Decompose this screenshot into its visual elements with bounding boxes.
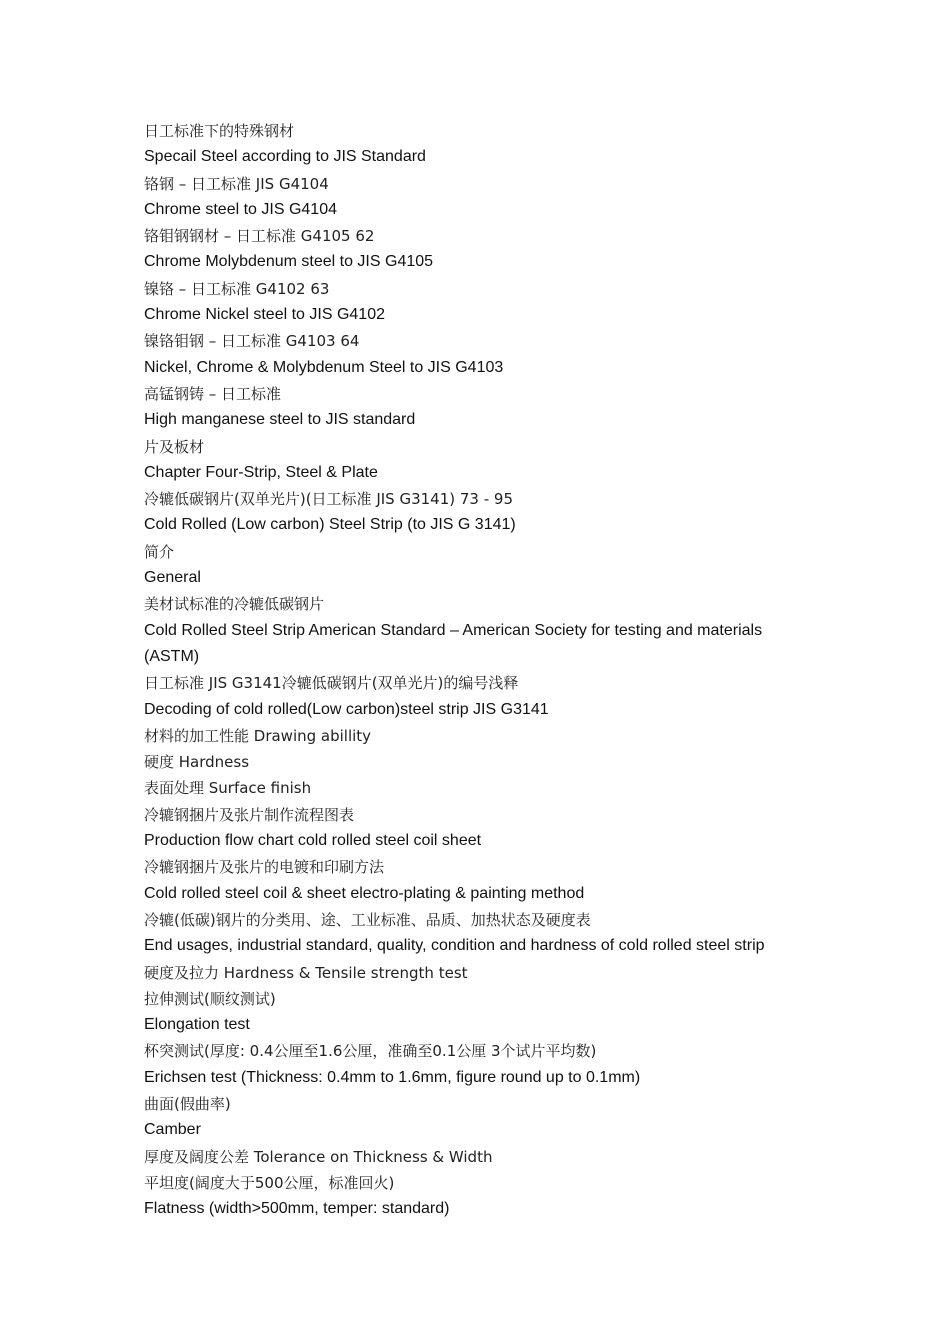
item-cold-rolled-strip-zh: 冷辘低碳钢片(双单光片)(日工标准 JIS G3141) 73 - 95	[144, 490, 514, 509]
item-plating-painting-en: Cold rolled steel coil & sheet electro-plating & painting method	[144, 884, 585, 902]
item-high-manganese-en: High manganese steel to JIS standard	[144, 411, 416, 429]
chapter-strip-plate-en: Chapter Four-Strip, Steel & Plate	[144, 463, 378, 481]
item-chrome-molybdenum-en: Chrome Molybdenum steel to JIS G4105	[144, 253, 434, 271]
item-elongation-zh: 拉伸测试(顺纹测试)	[144, 989, 276, 1008]
chapter-strip-plate-zh: 片及板材	[144, 437, 205, 456]
item-nickel-chrome-molybdenum-en: Nickel, Chrome & Molybdenum Steel to JIS G4103	[144, 358, 504, 376]
item-plating-painting-zh: 冷辘钢捆片及张片的电镀和印刷方法	[144, 858, 385, 877]
item-elongation-en: Elongation test	[144, 1016, 250, 1034]
item-decoding-en: Decoding of cold rolled(Low carbon)steel strip JIS G3141	[144, 700, 549, 718]
item-chrome-steel-zh: 铬钢 – 日工标准 JIS G4104	[144, 174, 329, 193]
heading-special-steel-zh: 日工标准下的特殊钢材	[144, 122, 295, 140]
item-production-flow-en: Production flow chart cold rolled steel coil sheet	[144, 832, 482, 850]
item-astm-strip-en: Cold Rolled Steel Strip American Standard – American Society for testing and materials	[144, 621, 763, 639]
item-camber-en: Camber	[144, 1121, 201, 1139]
item-hardness: 硬度 Hardness	[144, 753, 250, 772]
item-nickel-chrome-molybdenum-zh: 镍铬钼钢 – 日工标准 G4103 64	[144, 332, 360, 351]
item-chrome-molybdenum-zh: 铬钼钢钢材 – 日工标准 G4105 62	[144, 227, 375, 246]
item-general-zh: 简介	[144, 542, 175, 561]
document-body	[144, 118, 824, 1222]
item-astm-strip-en-continued: (ASTM)	[144, 647, 200, 665]
item-flatness-en: Flatness (width>500mm, temper: standard)	[144, 1200, 450, 1218]
item-general-en: General	[144, 569, 201, 587]
item-erichsen-en: Erichsen test (Thickness: 0.4mm to 1.6mm, figure round up to 0.1mm)	[144, 1068, 641, 1086]
item-astm-strip-zh: 美材试标准的冷辘低碳钢片	[144, 595, 325, 614]
item-tolerance: 厚度及阔度公差 Tolerance on Thickness & Width	[144, 1147, 493, 1166]
item-hardness-tensile: 硬度及拉力 Hardness & Tensile strength test	[144, 963, 468, 982]
item-chrome-nickel-zh: 镍铬 – 日工标准 G4102 63	[144, 279, 330, 298]
item-camber-zh: 曲面(假曲率)	[144, 1094, 231, 1113]
item-chrome-nickel-en: Chrome Nickel steel to JIS G4102	[144, 306, 385, 324]
item-high-manganese-zh: 高锰钢铸 – 日工标准	[144, 384, 282, 403]
item-drawing-ability: 材料的加工性能 Drawing abillity	[144, 726, 372, 745]
item-surface-finish: 表面处理 Surface finish	[144, 779, 312, 798]
item-chrome-steel-en: Chrome steel to JIS G4104	[144, 200, 337, 218]
heading-special-steel-en: Specail Steel according to JIS Standard	[144, 148, 426, 166]
item-cold-rolled-strip-en: Cold Rolled (Low carbon) Steel Strip (to JIS G 3141)	[144, 516, 516, 534]
item-end-usages-zh: 冷辘(低碳)钢片的分类用、途、工业标准、品质、加热状态及硬度表	[144, 910, 591, 929]
item-production-flow-zh: 冷辘钢捆片及张片制作流程图表	[144, 805, 355, 824]
item-flatness-zh: 平坦度(阔度大于500公厘，标准回火)	[144, 1173, 395, 1192]
item-decoding-zh: 日工标准 JIS G3141冷辘低碳钢片(双单光片)的编号浅释	[144, 674, 519, 693]
item-end-usages-en: End usages, industrial standard, quality, condition and hardness of cold rolled steel strip	[144, 937, 765, 955]
item-erichsen-zh: 杯突测试(厚度: 0.4公厘至1.6公厘，准确至0.1公厘 3个试片平均数)	[144, 1042, 597, 1061]
